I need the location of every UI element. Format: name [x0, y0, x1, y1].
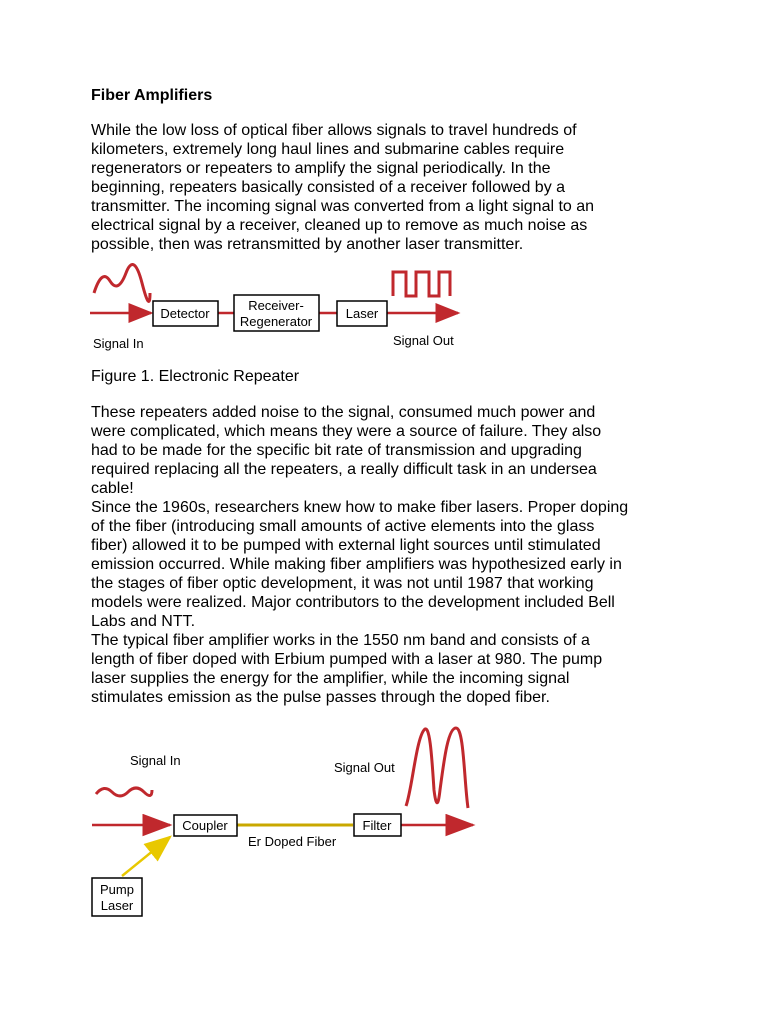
text-line: possible, then was retransmitted by another laser transmitter.: [91, 236, 524, 253]
fiber-amplifier-diagram: [88, 720, 483, 920]
text-line: emission occurred. While making fiber amplifiers was hypothesized early in: [91, 556, 622, 573]
signal-in-label: Signal In: [93, 336, 144, 351]
figure-1-caption: Figure 1. Electronic Repeater: [91, 368, 300, 385]
text-line: While the low loss of optical fiber allows signals to travel hundreds of: [91, 122, 577, 139]
filter-label: Filter: [362, 818, 392, 833]
receiver-label-line2: Regenerator: [239, 314, 313, 329]
repeater-diagram: [88, 263, 468, 355]
output-wave: [406, 728, 468, 808]
pump-label-line1: Pump: [100, 882, 134, 897]
text-line: cable!: [91, 480, 134, 497]
pump-line: [122, 837, 170, 876]
text-line: regenerators or repeaters to amplify the signal periodically. In the: [91, 160, 551, 177]
signal-out-label: Signal Out: [334, 760, 395, 775]
figure-electronic-repeater: [88, 263, 468, 355]
text-line: kilometers, extremely long haul lines and submarine cables require: [91, 141, 565, 158]
input-wave: [96, 788, 152, 796]
receiver-label-line1: Receiver-: [248, 298, 304, 313]
text-line: stimulates emission as the pulse passes through the doped fiber.: [91, 689, 550, 706]
text-line: Since the 1960s, researchers knew how to make fiber lasers. Proper doping: [91, 499, 629, 516]
pump-label-line2: Laser: [100, 898, 134, 913]
text-line: the stages of fiber optic development, it was not until 1987 that working: [91, 575, 594, 592]
text-line: beginning, repeaters basically consisted of a receiver followed by a: [91, 179, 566, 196]
text-line: models were realized. Major contributors to the development included Bell: [91, 594, 615, 611]
text-line: transmitter. The incoming signal was converted from a light signal to an: [91, 198, 595, 215]
text-line: fiber) allowed it to be pumped with external light sources until stimulated: [91, 537, 601, 554]
text-line: length of fiber doped with Erbium pumped with a laser at 980. The pump: [91, 651, 603, 668]
fiber-label: Er Doped Fiber: [248, 834, 337, 849]
text-line: The typical fiber amplifier works in the 1550 nm band and consists of a: [91, 632, 590, 649]
document-title: Fiber Amplifiers: [91, 87, 213, 104]
text-line: electrical signal by a receiver, cleaned up to remove as much noise as: [91, 217, 588, 234]
coupler-label: Coupler: [182, 818, 228, 833]
signal-in-label: Signal In: [130, 753, 181, 768]
text-line: of the fiber (introducing small amounts of active elements into the glass: [91, 518, 595, 535]
figure-fiber-amplifier: [88, 720, 483, 920]
paragraph-body: [91, 403, 691, 707]
text-line: These repeaters added noise to the signal, consumed much power and: [91, 404, 596, 421]
text-line: required replacing all the repeaters, a really difficult task in an undersea: [91, 461, 597, 478]
paragraph-intro: [91, 121, 691, 254]
text-line: had to be made for the specific bit rate of transmission and upgrading: [91, 442, 582, 459]
signal-out-label: Signal Out: [393, 333, 454, 348]
text-line: Labs and NTT.: [91, 613, 196, 630]
input-wave: [94, 265, 150, 302]
detector-label: Detector: [160, 306, 210, 321]
text-line: laser supplies the energy for the amplifier, while the incoming signal: [91, 670, 570, 687]
output-square-wave: [393, 272, 450, 296]
laser-label: Laser: [345, 306, 379, 321]
text-line: were complicated, which means they were a source of failure. They also: [91, 423, 602, 440]
